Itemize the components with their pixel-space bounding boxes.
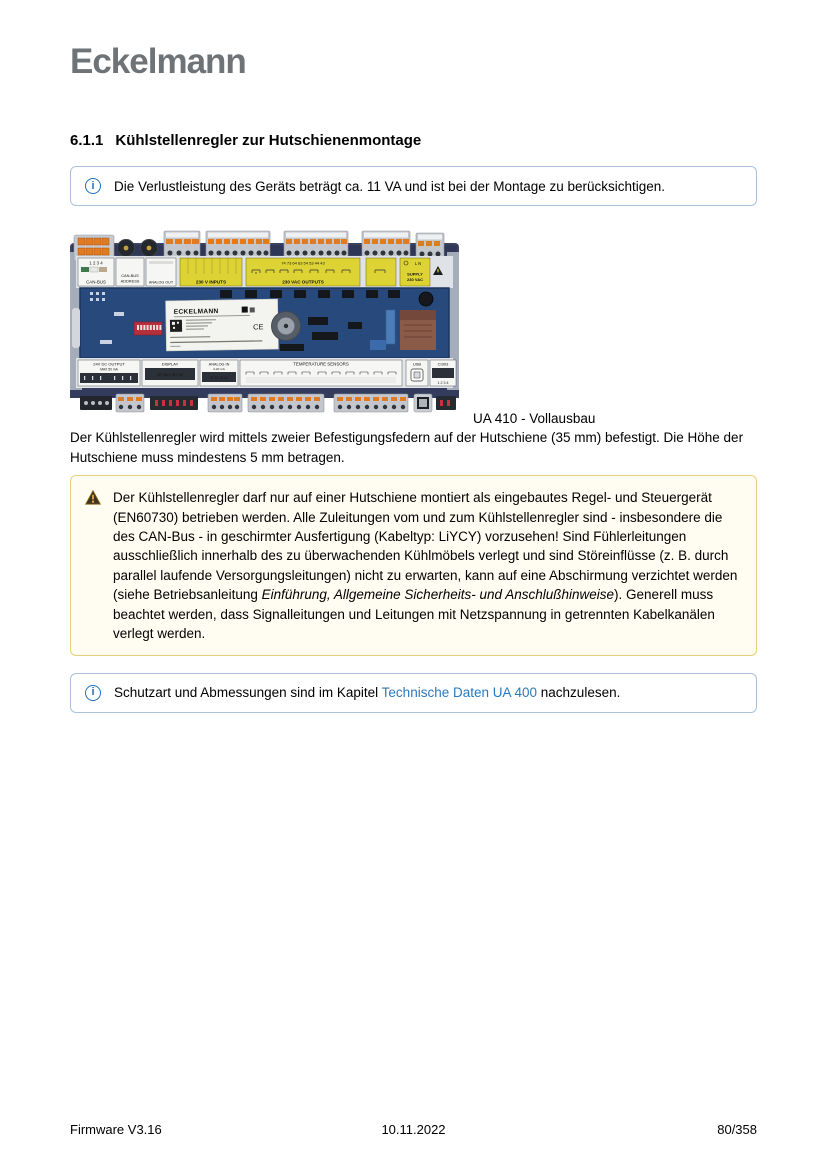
label-temperature-sensors: TEMPERATURE SENSORS	[293, 361, 349, 367]
label-ci303: CI303	[437, 361, 449, 367]
label-outputs-numbers: 74 73 64 63 54 53 44 43	[281, 260, 325, 266]
label-canbus-address-1: CAN-BUS	[121, 273, 139, 278]
warning-text-part1: Der Kühlstellenregler darf nur auf einer Hutschiene montiert als eingebautes Regel- und Steuergerät (EN60730) betrieben werden. Alle Zuleitungen vom und zum Kühlstellenregler sind - insbesondere die des CAN-Bus - in geschirmter Ausfertigung (Kabeltyp: LiYCY) vorzusehen! Sind Fühlerleitungen ausschließlich innerhalb des zu überwachenden Kühlmöbels verlegt und sind Störeinflüsse (z. B. durch parallel laufende Versorgungsleitungen) nicht zu erwarten, kann auf eine Abschirmung verzichtet werden (siehe Betriebsanleitung	[113, 490, 738, 603]
board-photo	[70, 222, 459, 413]
section-heading	[70, 132, 757, 149]
sticker-brand: ECKELMANN	[173, 308, 219, 316]
label-canbus: CAN-BUS	[86, 279, 106, 285]
label-ci303-numbers: 1 2 3 4	[437, 381, 449, 385]
device-label-sticker	[166, 299, 279, 351]
label-24v-output: 24V DC OUTPUT	[93, 361, 125, 367]
label-analog-out: ANALOG OUT	[148, 280, 174, 285]
warning-icon	[85, 490, 101, 644]
section-title: Kühlstellenregler zur Hutschienenmontage	[115, 132, 422, 149]
buzzer	[272, 312, 301, 341]
lower-label-strip	[76, 358, 456, 388]
info-box-chapter-text	[114, 685, 620, 700]
ce-mark: CE	[252, 322, 264, 332]
info-icon: i	[85, 685, 101, 701]
upper-label-strip	[76, 256, 453, 288]
page-footer	[70, 1122, 757, 1137]
pcb	[72, 288, 449, 358]
info-box-chapter-part1: Schutzart und Abmessungen sind im Kapitel	[114, 685, 382, 701]
warning-text-part2: ). Generell muss beachtet werden, dass Signalleitungen und Leitungen mit Netzspannung in getrennten Kabelkanälen verlegt werden.	[113, 587, 715, 642]
label-230vac-outputs: 230 VAC OUTPUTS	[282, 279, 324, 285]
label-display: DISPLAY	[161, 361, 179, 367]
figure-caption: UA 410 - Vollausbau	[473, 411, 596, 426]
info-box-power-text: Die Verlustleistung des Geräts beträgt ca. 11 VA und ist bei der Montage zu berücksichtigen.	[114, 178, 666, 194]
warning-box	[70, 475, 757, 656]
transformer	[400, 310, 436, 350]
footer-firmware: Firmware V3.16	[70, 1122, 162, 1137]
figure-ua410	[70, 222, 757, 426]
footer-date: 10.11.2022	[381, 1122, 446, 1137]
label-analog-in-sub: 4-20 mA	[213, 367, 225, 371]
capacitor	[419, 292, 433, 306]
eckelmann-logo: Eckelmann	[70, 42, 246, 81]
info-icon: i	[85, 178, 101, 194]
usb-b-port	[414, 394, 432, 412]
body-paragraph: Der Kühlstellenregler wird mittels zweier Befestigungsfedern auf der Hutschiene (35 mm) befestigt. Die Höhe der Hutschiene muss mindestens 5 mm betragen.	[70, 430, 744, 465]
info-box-chapter-part2: nachzulesen.	[537, 685, 621, 701]
label-analog-in-numbers: 11 12 13 14	[210, 376, 228, 380]
label-230v-inputs: 230 V INPUTS	[195, 279, 227, 285]
info-box-power	[70, 166, 757, 206]
info-box-chapter	[70, 673, 757, 713]
label-display-sub: BT 300 / BT 30	[157, 373, 183, 377]
label-supply-1: SUPPLY	[407, 271, 423, 277]
warning-text-italic: Einführung, Allgemeine Sicherheits- und Anschlußhinweise	[261, 587, 615, 603]
technische-daten-link[interactable]: Technische Daten UA 400	[381, 685, 538, 701]
ua410-board-image	[70, 222, 459, 413]
label-usb: USB	[412, 361, 422, 367]
warning-text	[113, 488, 742, 644]
section-number: 6.1.1	[70, 132, 104, 149]
label-ln: L N	[414, 261, 422, 266]
label-canbus-numbers: 1 2 3 4	[89, 260, 103, 266]
footer-page-number: 80/358	[717, 1122, 757, 1137]
label-supply-2: 230 VAC	[407, 277, 423, 282]
page-content	[70, 0, 757, 713]
label-24v-max: MAX 50 mA	[100, 367, 118, 372]
label-analog-in: ANALOG IN	[208, 362, 230, 367]
label-canbus-address-2: ADDRESS	[120, 278, 140, 284]
bottom-terminal-blocks	[80, 394, 456, 412]
